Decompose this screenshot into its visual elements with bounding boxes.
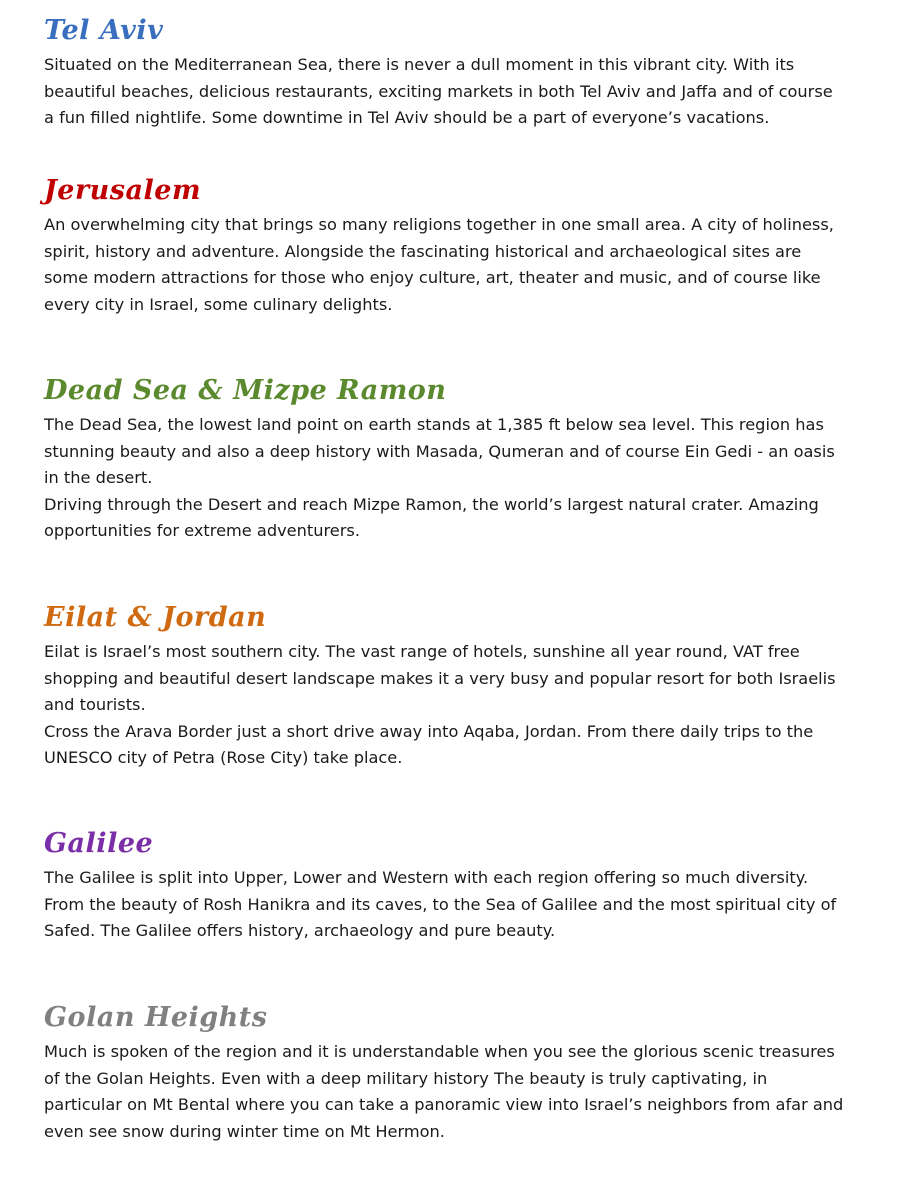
section-title-galilee: Galilee: [44, 828, 154, 859]
section-paragraph: Much is spoken of the region and it is understandable when you see the glorious scenic treasures of the Golan Heights. Even with a deep military history The beauty is truly captivating, in particular on Mt Bental where you can take a panoramic view into Israel’s neighbors from afar and even see snow during winter time on Mt Hermon.: [44, 1042, 844, 1141]
section-title-dead-sea-mizpe-ramon: Dead Sea & Mizpe Ramon: [44, 375, 447, 406]
section-title-golan-heights: Golan Heights: [44, 1002, 268, 1033]
section-paragraph: Situated on the Mediterranean Sea, there is never a dull moment in this vibrant city. With its beautiful beaches, delicious restaurants, exciting markets in both Tel Aviv and Jaffa and of course a fun filled nightlife. Some downtime in Tel Aviv should be a part of everyone’s vacations.: [44, 55, 833, 127]
section-paragraph: The Galilee is split into Upper, Lower and Western with each region offering so much diversity. From the beauty of Rosh Hanikra and its caves, to the Sea of Galilee and the most spiritual city of Safed. The Galilee offers history, archaeology and pure beauty.: [44, 868, 837, 940]
section-tel-aviv: [44, 14, 844, 132]
section-paragraph: An overwhelming city that brings so many religions together in one small area. A city of holiness, spirit, history and adventure. Alongside the fascinating historical and archaeological sites are some modern attractions for those who enjoy culture, art, theater and music, and of course like every city in Israel, some culinary delights.: [44, 215, 834, 314]
section-dead-sea-mizpe-ramon: [44, 374, 844, 545]
section-title-eilat-jordan: Eilat & Jordan: [44, 602, 267, 633]
section-paragraph: The Dead Sea, the lowest land point on earth stands at 1,385 ft below sea level. This region has stunning beauty and also a deep history with Masada, Qumeran and of course Ein Gedi - an oasis in the desert.: [44, 415, 835, 487]
section-eilat-jordan: [44, 601, 844, 772]
section-paragraph: Cross the Arava Border just a short drive away into Aqaba, Jordan. From there daily trips to the UNESCO city of Petra (Rose City) take place.: [44, 721, 814, 767]
section-paragraph: Driving through the Desert and reach Mizpe Ramon, the world’s largest natural crater. Amazing opportunities for extreme adventurers.: [44, 494, 819, 540]
section-title-tel-aviv: Tel Aviv: [44, 15, 164, 46]
section-galilee: [44, 827, 844, 945]
section-paragraph: Eilat is Israel’s most southern city. The vast range of hotels, sunshine all year round, VAT free shopping and beautiful desert landscape makes it a very busy and popular resort for both Israelis and tourists.: [44, 642, 836, 714]
section-jerusalem: [44, 174, 844, 318]
section-golan-heights: [44, 1001, 844, 1145]
section-title-jerusalem: Jerusalem: [44, 175, 202, 206]
